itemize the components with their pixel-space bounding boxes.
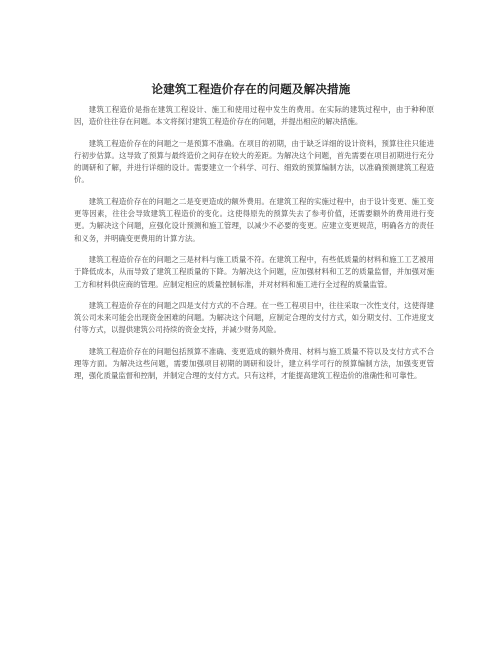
paragraph-conclusion: 建筑工程造价存在的问题包括预算不准确、变更造成的额外费用、材料与施工质量不符以及支付方式不合理等方面。为解决这些问题，需要加强项目初期的调研和设计，建立科学可行的预算编制方法，加强变更管理，强化质量监督和控制，并制定合理的支付方式。只有这样，才能提高建筑工程造价的准确性和可靠性。 <box>74 346 434 381</box>
paragraph-issue-4: 建筑工程造价存在的问题之四是支付方式的不合理。在一些工程项目中，往往采取一次性支付，这使得建筑公司未来可能会出现资金困难的问题。为解决这个问题，应制定合理的支付方式，如分期支付、工作进度支付等方式，以提供建筑公司持续的资金支持，并减少财务风险。 <box>74 300 434 335</box>
document-body <box>74 104 434 392</box>
paragraph-issue-1: 建筑工程造价存在的问题之一是预算不准确。在项目的初期，由于缺乏详细的设计资料，预算往往只能进行初步估算。这导致了预算与最终造价之间存在较大的差距。为解决这个问题，首先需要在项目初期进行充分的调研和了解，并进行详细的设计。需要建立一个科学、可行、细致的预算编制方法，以准确预测建筑工程造价。 <box>74 138 434 185</box>
paragraph-issue-3: 建筑工程造价存在的问题之三是材料与施工质量不符。在建筑工程中，有些低质量的材料和施工工艺被用于降低成本，从而导致了建筑工程质量的下降。为解决这个问题，应加强材料和工艺的质量监督，并加强对施工方和材料供应商的管理。应制定相应的质量控制标准，并对材料和施工进行全过程的质量监管。 <box>74 254 434 289</box>
paragraph-intro: 建筑工程造价是指在建筑工程设计、施工和使用过程中发生的费用。在实际的建筑过程中，由于种种原因，造价往往存在问题。本文将探讨建筑工程造价存在的问题，并提出相应的解决措施。 <box>74 105 434 127</box>
paragraph-issue-2: 建筑工程造价存在的问题之二是变更造成的额外费用。在建筑工程的实施过程中，由于设计变更、施工变更等因素，往往会导致建筑工程造价的变化。这使得原先的预算失去了参考价值，还需要额外的费用进行变更。为解决这个问题，应强化设计预测和施工管理，以减少不必要的变更。应建立变更规范，明确各方的责任和义务，并明确变更费用的计算方法。 <box>74 196 434 243</box>
document-title: 论建筑工程造价存在的问题及解决措施 <box>151 82 351 96</box>
